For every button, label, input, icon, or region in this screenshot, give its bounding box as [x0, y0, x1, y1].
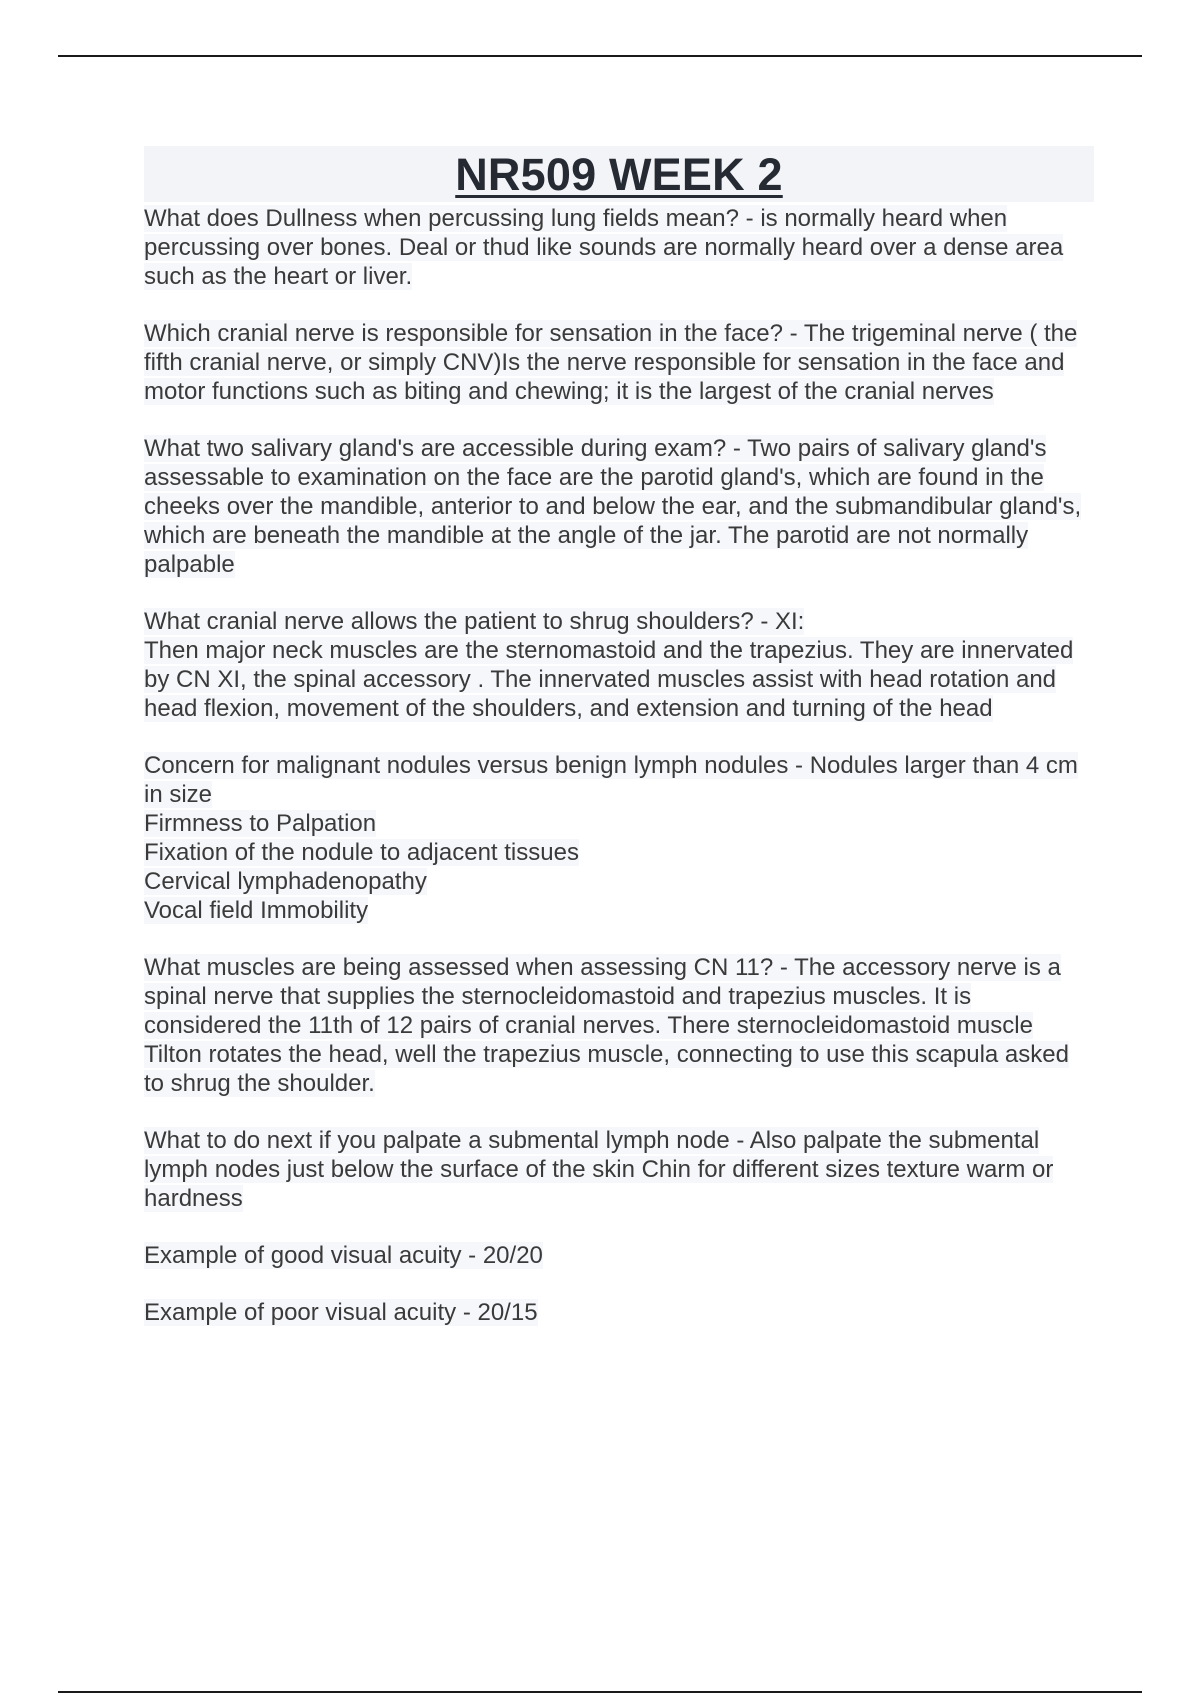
entry-text: Fixation of the nodule to adjacent tissues — [144, 839, 579, 866]
entry-text: What muscles are being assessed when assessing CN 11? - The accessory nerve is a spinal nerve that supplies the sternocleidomastoid and trapezius muscles. It is considered the 11th of 12 pairs of cranial nerves. There sternocleidomastoid muscle Tilton rotates the head, well the trapezius muscle, connecting to use this scapula asked to shrug the shoulder. — [144, 954, 1069, 1097]
entry-text: Cervical lymphadenopathy — [144, 868, 427, 895]
entry-cn11 — [144, 953, 1094, 1098]
entry-salivary — [144, 434, 1094, 579]
entry-submental — [144, 1126, 1094, 1213]
entry-text: What does Dullness when percussing lung fields mean? - is normally heard when percussing over bones. Deal or thud like sounds are normally heard over a dense area such as the heart or liver. — [144, 205, 1064, 290]
entry-shrug — [144, 607, 1094, 723]
bottom-rule — [58, 1691, 1142, 1693]
title-band — [144, 146, 1094, 202]
entry-nodules — [144, 751, 1094, 925]
entry-good-acuity — [144, 1241, 1094, 1270]
entry-text: What to do next if you palpate a submental lymph node - Also palpate the submental lymph nodes just below the surface of the skin Chin for different sizes texture warm or hardness — [144, 1127, 1054, 1212]
entry-text: Concern for malignant nodules versus benign lymph nodules - Nodules larger than 4 cm in size — [144, 752, 1078, 808]
entry-trigeminal — [144, 319, 1094, 406]
entry-text: Which cranial nerve is responsible for sensation in the face? - The trigeminal nerve ( the fifth cranial nerve, or simply CNV)Is the nerve responsible for sensation in the face and motor functions such as biting and chewing; it is the largest of the cranial nerves — [144, 320, 1078, 405]
top-rule — [58, 55, 1142, 57]
entry-text: Then major neck muscles are the sternomastoid and the trapezius. They are innervated by CN XI, the spinal accessory . The innervated muscles assist with head rotation and head flexion, movement of the shoulders, and extension and turning of the head — [144, 637, 1074, 722]
entry-text: What cranial nerve allows the patient to shrug shoulders? - XI: — [144, 608, 805, 635]
entry-dullness — [144, 204, 1094, 291]
document-title: NR509 WEEK 2 — [455, 148, 783, 200]
entry-text: Example of poor visual acuity - 20/15 — [144, 1299, 538, 1326]
document-body — [144, 146, 1094, 1355]
entry-text: What two salivary gland's are accessible during exam? - Two pairs of salivary gland's assessable to examination on the face are the parotid gland's, which are found in the cheeks over the mandible, anterior to and below the ear, and the submandibular gland's, which are beneath the mandible at the angle of the jar. The parotid are not normally palpable — [144, 435, 1082, 578]
entry-text: Firmness to Palpation — [144, 810, 377, 837]
entry-list — [144, 204, 1094, 1327]
entry-text: Example of good visual acuity - 20/20 — [144, 1242, 543, 1269]
entry-poor-acuity — [144, 1298, 1094, 1327]
entry-text: Vocal field Immobility — [144, 897, 369, 924]
